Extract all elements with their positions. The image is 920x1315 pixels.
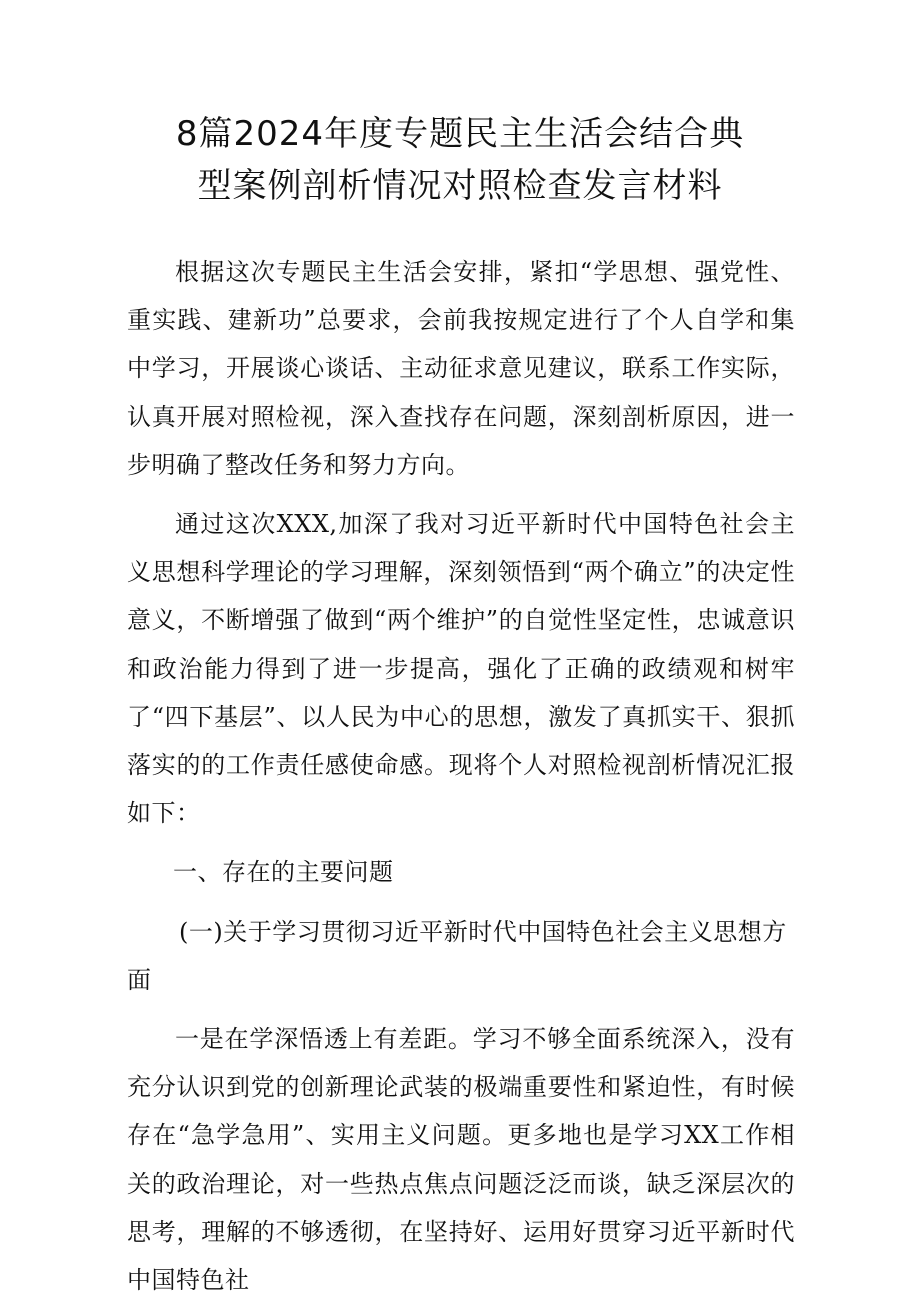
paragraph-issue-1: 一是在学深悟透上有差距。学习不够全面系统深入，没有充分认识到党的创新理论武装的极端重要性和紧迫性，有时候存在“急学急用”、实用主义问题。更多地也是学习XX工作相关的政治理论，对一些热点焦点问题泛泛而谈，缺乏深层次的思考，理解的不够透彻，在坚持好、运用好贯穿习近平新时代中国特色社 xyxy=(127,1025,795,1295)
subsection-heading: (一)关于学习贯彻习近平新时代中国特色社会主义思想方面 xyxy=(127,917,787,994)
title-line-1: 8篇2024年度专题民主生活会结合典 xyxy=(175,114,745,154)
paragraph-summary: 通过这次XXX,加深了我对习近平新时代中国特色社会主义思想科学理论的学习理解，深刻领悟到“两个确立”的决定性意义，不断增强了做到“两个维护”的自觉性坚定性，忠诚意识和政治能力得到了进一步提高，强化了正确的政绩观和树牢了“四下基层”、以人民为中心的思想，激发了真抓实干、狠抓落实的的工作责任感使命感。现将个人对照检视剖析情况汇报如下： xyxy=(127,510,795,828)
document-body xyxy=(127,248,795,1315)
title-line-2: 型案例剖析情况对照检查发言材料 xyxy=(197,166,723,206)
section-heading: 一、存在的主要问题 xyxy=(173,858,394,887)
paragraph-intro: 根据这次专题民主生活会安排，紧扣“学思想、强党性、重实践、建新功”总要求，会前我按规定进行了个人自学和集中学习，开展谈心谈话、主动征求意见建议，联系工作实际，认真开展对照检视，深入查找存在问题，深刻剖析原因，进一步明确了整改任务和努力方向。 xyxy=(127,258,795,479)
document-title xyxy=(120,108,800,212)
